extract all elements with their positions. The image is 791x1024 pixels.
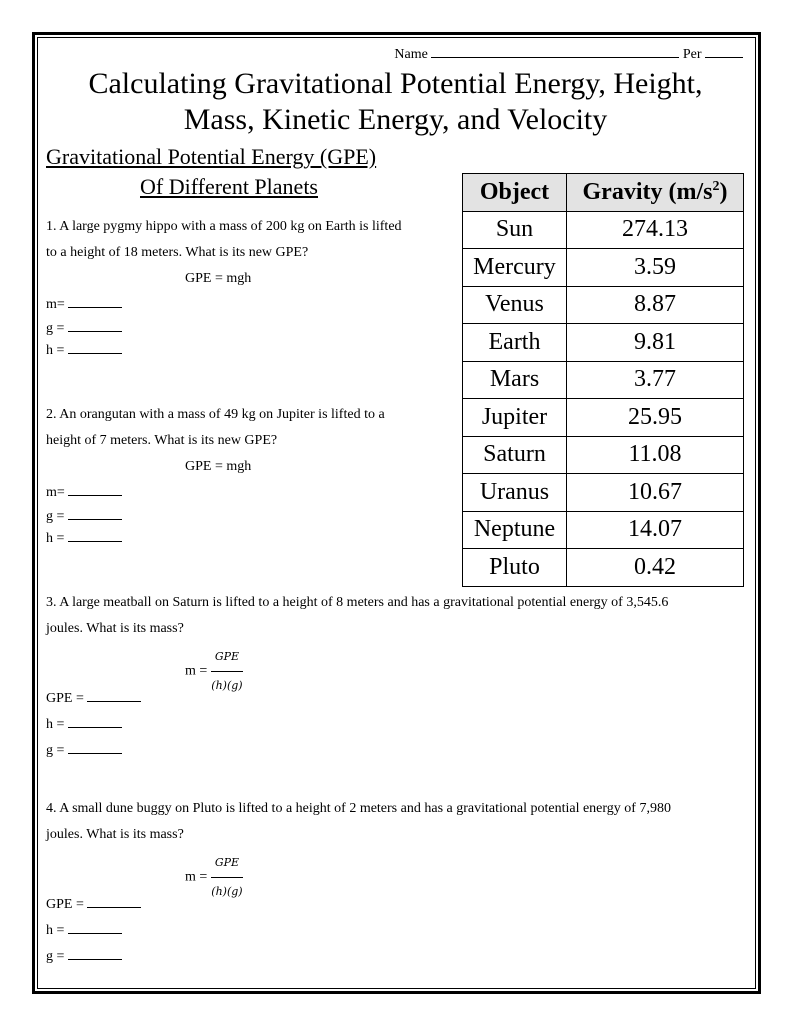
q3-h-row: h = (46, 712, 746, 738)
question-3 (46, 590, 746, 764)
table-row (463, 361, 744, 399)
q4-h-row: h = (46, 918, 746, 944)
name-label: Name (394, 47, 428, 62)
q4-gpe-row: GPE = (46, 892, 746, 918)
q2-g-blank[interactable] (68, 508, 122, 520)
question-2 (46, 402, 456, 552)
object-cell: Mercury (463, 249, 567, 287)
q4-h-blank[interactable] (68, 922, 122, 934)
q4-fraction: $\frac{\text{GPE}}{(h)(g)}$ (211, 850, 242, 905)
q2-m-blank[interactable] (68, 484, 122, 496)
table-row (463, 286, 744, 324)
gravity-cell: 11.08 (567, 436, 744, 474)
question-1-formula: GPE = mgh (185, 271, 252, 286)
question-3-formula: m = $\frac{\text{GPE}}{(h)(g)}$ (46, 644, 746, 686)
q1-m-blank[interactable] (68, 296, 122, 308)
gravity-cell: 0.42 (567, 549, 744, 587)
table-row (463, 549, 744, 587)
question-1-line-2: to a height of 18 meters. What is its new GPE? (46, 245, 309, 260)
object-cell: Pluto (463, 549, 567, 587)
question-2-formula: GPE = mgh (185, 459, 252, 474)
section-heading-line-1: Gravitational Potential Energy (GPE) (46, 144, 377, 169)
gravity-cell: 274.13 (567, 211, 744, 249)
column-header-gravity: Gravity $(m/s^2)$ (567, 174, 744, 212)
q1-h-row: h = (46, 338, 456, 364)
question-4-line-1: 4. A small dune buggy on Pluto is lifted to a height of 2 meters and has a gravitational potential energy of 7,980 (46, 801, 671, 816)
per-label: Per (682, 47, 702, 62)
q3-h-blank[interactable] (68, 716, 122, 728)
question-3-line-2: joules. What is its mass? (46, 621, 184, 636)
table-header-row (463, 174, 744, 212)
table-row (463, 324, 744, 362)
table-row (463, 399, 744, 437)
question-1 (46, 214, 456, 364)
q3-g-blank[interactable] (68, 742, 122, 754)
q2-h-blank[interactable] (68, 530, 122, 542)
planet-gravity-table (462, 173, 744, 587)
question-1-line-1: 1. A large pygmy hippo with a mass of 200 kg on Earth is lifted (46, 219, 402, 234)
name-per-line (394, 46, 743, 63)
gravity-cell: 3.77 (567, 361, 744, 399)
q4-g-blank[interactable] (68, 948, 122, 960)
question-4-line-2: joules. What is its mass? (46, 827, 184, 842)
page-title-line-2: Mass, Kinetic Energy, and Velocity (183, 103, 608, 136)
section-heading-line-2: Of Different Planets (140, 174, 318, 199)
table-row (463, 436, 744, 474)
gravity-cell: 3.59 (567, 249, 744, 287)
question-4-formula: m = $\frac{\text{GPE}}{(h)(g)}$ (46, 850, 746, 892)
object-cell: Uranus (463, 474, 567, 512)
gravity-cell: 25.95 (567, 399, 744, 437)
q1-g-blank[interactable] (68, 320, 122, 332)
q1-g-row: g = (46, 316, 456, 342)
object-cell: Sun (463, 211, 567, 249)
q2-g-row: g = (46, 504, 456, 530)
table-row (463, 511, 744, 549)
page-title-line-1: Calculating Gravitational Potential Energy, Height, (88, 67, 703, 100)
question-2-line-1: 2. An orangutan with a mass of 49 kg on Jupiter is lifted to a (46, 407, 385, 422)
q1-m-row: m= (46, 292, 456, 318)
object-cell: Jupiter (463, 399, 567, 437)
gravity-cell: 8.87 (567, 286, 744, 324)
table-row (463, 211, 744, 249)
period-field[interactable] (705, 46, 743, 58)
object-cell: Neptune (463, 511, 567, 549)
gravity-cell: 14.07 (567, 511, 744, 549)
q2-h-row: h = (46, 526, 456, 552)
table-row (463, 474, 744, 512)
q3-gpe-blank[interactable] (87, 690, 141, 702)
name-field[interactable] (431, 46, 679, 58)
table-row (463, 249, 744, 287)
object-cell: Saturn (463, 436, 567, 474)
column-header-object: Object (463, 174, 567, 212)
q3-g-row: g = (46, 738, 746, 764)
q2-m-row: m= (46, 480, 456, 506)
object-cell: Mars (463, 361, 567, 399)
q4-gpe-blank[interactable] (87, 896, 141, 908)
q3-gpe-row: GPE = (46, 686, 746, 712)
gravity-cell: 10.67 (567, 474, 744, 512)
object-cell: Venus (463, 286, 567, 324)
question-4 (46, 796, 746, 970)
q3-fraction: $\frac{\text{GPE}}{(h)(g)}$ (211, 644, 242, 699)
q4-g-row: g = (46, 944, 746, 970)
question-2-line-2: height of 7 meters. What is its new GPE? (46, 433, 278, 448)
question-3-line-1: 3. A large meatball on Saturn is lifted to a height of 8 meters and has a gravitational potential energy of 3,545.6 (46, 595, 669, 610)
q1-h-blank[interactable] (68, 342, 122, 354)
gravity-cell: 9.81 (567, 324, 744, 362)
object-cell: Earth (463, 324, 567, 362)
